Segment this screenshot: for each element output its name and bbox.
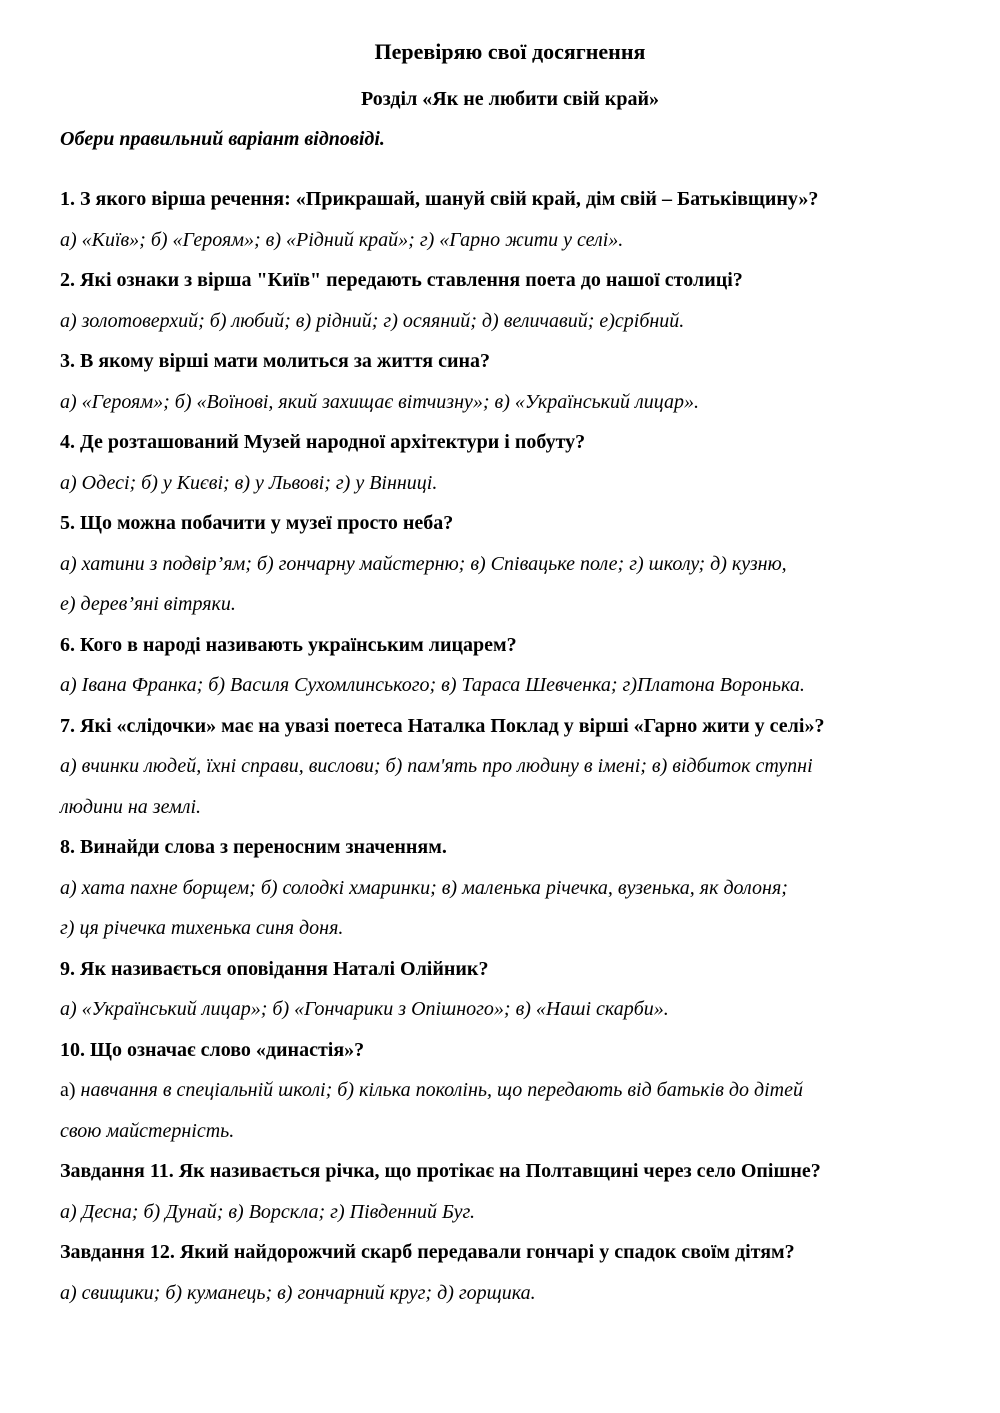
answer-options: а) хата пахне борщем; б) солодкі хмаринки; в) маленька річечка, вузенька, як долоня; — [60, 876, 788, 899]
question-list — [60, 179, 960, 1313]
question-text: 5. Що можна побачити у музеї просто неба? — [60, 512, 454, 534]
question-text: 8. Винайди слова з переносним значенням. — [60, 836, 447, 858]
question-item — [60, 1151, 960, 1232]
answer-options-continued: свою майстерність. — [60, 1119, 235, 1142]
question-item — [60, 260, 960, 341]
question-item — [60, 625, 960, 706]
question-text: 3. В якому вірші мати молиться за життя сина? — [60, 350, 491, 372]
answer-options: а) золотоверхий; б) любий; в) рідний; г) осяяний; д) величавий; е)срібний. — [60, 309, 685, 332]
answer-options: а) Одесі; б) у Києві; в) у Львові; г) у Вінниці. — [60, 471, 438, 494]
question-item — [60, 949, 960, 1030]
answer-prefix: а) — [60, 1079, 76, 1101]
question-text: 10. Що означає слово «династія»? — [60, 1038, 365, 1061]
question-text: Завдання 11. Як називається річка, що протікає на Полтавщині через село Опішне? — [60, 1160, 821, 1182]
answer-options-continued: людини на землі. — [60, 795, 202, 818]
question-text: 1. З якого вірша речення: «Прикрашай, шануй свій край, дім свій – Батьківщину»? — [60, 188, 819, 210]
answer-options: а) свищики; б) куманець; в) гончарний круг; д) горщика. — [60, 1281, 536, 1304]
question-text: 9. Як називається оповідання Наталі Олійник? — [60, 957, 489, 980]
answer-options-continued: г) ця річечка тихенька синя доня. — [60, 917, 344, 939]
answer-options: а) вчинки людей, їхні справи, вислови; б) пам'ять про людину в імені; в) відбиток ступні — [60, 755, 813, 777]
worksheet-page — [60, 38, 960, 1313]
question-text: 6. Кого в народі називають українським лицарем? — [60, 633, 517, 656]
question-text: 2. Які ознаки з вірша "Київ" передають ставлення поета до нашої столиці? — [60, 269, 743, 291]
question-item — [60, 341, 960, 422]
answer-options: а) «Київ»; б) «Героям»; в) «Рідний край»; г) «Гарно жити у селі». — [60, 228, 624, 251]
page-title: Перевіряю свої досягнення — [374, 39, 646, 64]
question-item — [60, 1232, 960, 1313]
question-text: 7. Які «слідочки» має на увазі поетеса Наталка Поклад у вірші «Гарно жити у селі»? — [60, 714, 825, 737]
answer-options — [60, 1070, 960, 1111]
section-title: Розділ «Як не любити свій край» — [361, 88, 659, 110]
question-item — [60, 1030, 960, 1152]
question-item — [60, 179, 960, 260]
instruction-text: Обери правильний варіант відповіді. — [60, 128, 385, 150]
answer-options: а) Десна; б) Дунай; в) Ворскла; г) Південний Буг. — [60, 1200, 475, 1223]
answer-options: а) «Героям»; б) «Воїнові, який захищає вітчизну»; в) «Український лицар». — [60, 390, 699, 413]
question-text: Завдання 12. Який найдорожчий скарб передавали гончарі у спадок своїм дітям? — [60, 1241, 795, 1263]
answer-text: навчання в спеціальній школі; б) кілька поколінь, що передають від батьків до дітей — [75, 1079, 803, 1101]
question-text: 4. Де розташований Музей народної архітектури і побуту? — [60, 431, 586, 453]
question-item — [60, 422, 960, 503]
answer-options: а) Івана Франка; б) Василя Сухомлинського; в) Тараса Шевченка; г)Платона Воронька. — [60, 674, 805, 696]
question-item — [60, 827, 960, 949]
answer-options: а) хатини з подвір’ям; б) гончарну майстерню; в) Співацьке поле; г) школу; д) кузню, — [60, 552, 787, 575]
question-item — [60, 503, 960, 625]
question-item — [60, 706, 960, 828]
answer-options: а) «Український лицар»; б) «Гончарики з Опішного»; в) «Наші скарби». — [60, 998, 669, 1020]
answer-options-continued: е) дерев’яні вітряки. — [60, 593, 236, 615]
